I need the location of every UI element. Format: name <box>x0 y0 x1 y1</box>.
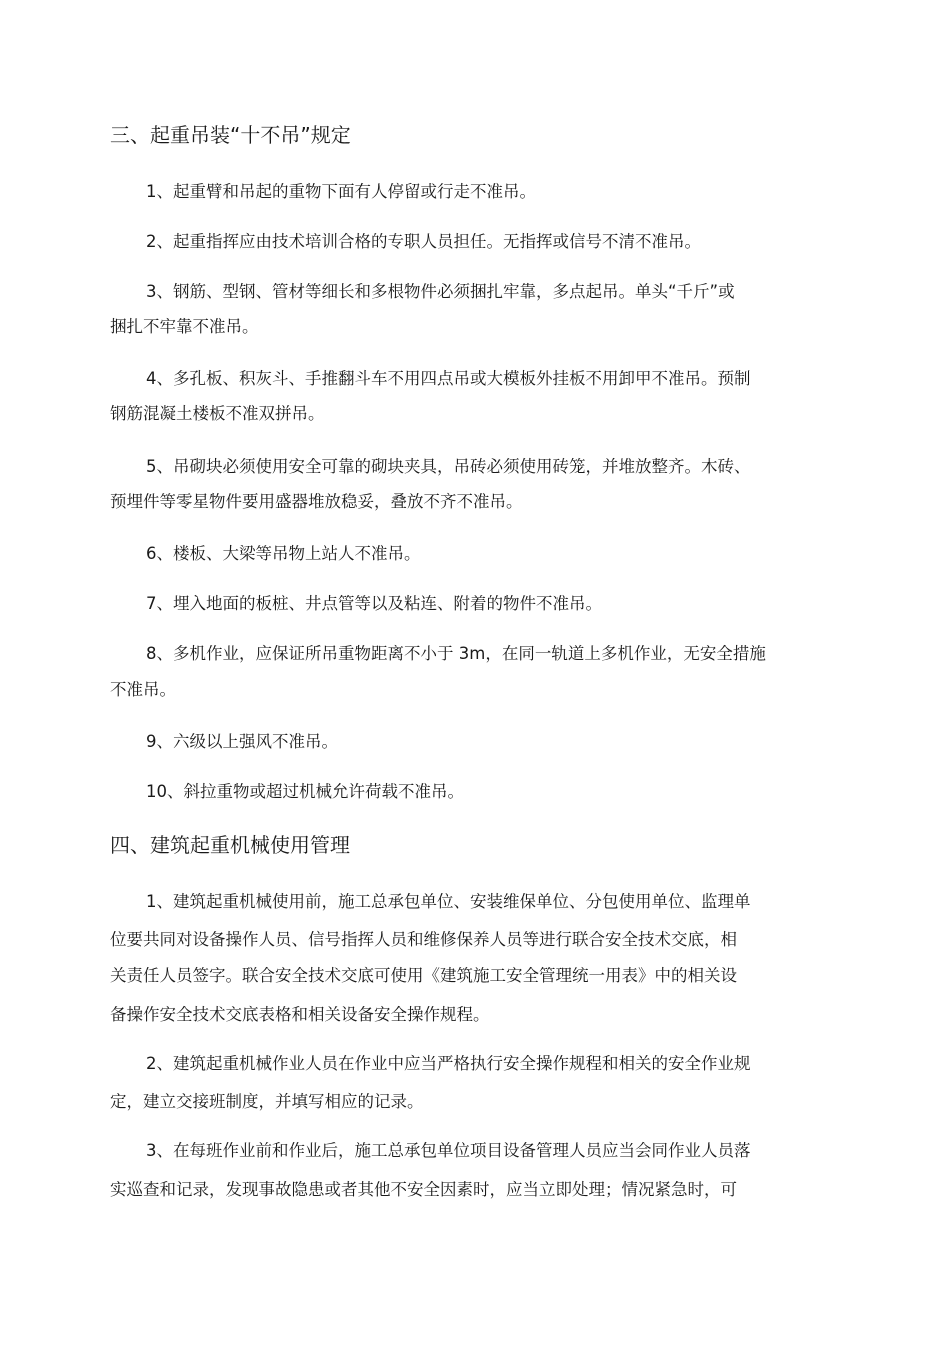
s4-item-3: 3、在每班作业前和作业后，施工总承包单位项目设备管理人员应当会同作业人员落 <box>146 1141 751 1160</box>
s3-item-8-cont: 不准吊。 <box>110 680 176 699</box>
s3-item-4-cont: 钢筋混凝土楼板不准双拼吊。 <box>110 404 325 423</box>
s4-item-3-cont: 实巡查和记录，发现事故隐患或者其他不安全因素时，应当立即处理；情况紧急时，可 <box>110 1180 737 1199</box>
s3-item-5: 5、吊砌块必须使用安全可靠的砌块夹具，吊砖必须使用砖笼，并堆放整齐。木砖、 <box>146 457 751 476</box>
s3-item-7: 7、埋入地面的板桩、井点管等以及粘连、附着的物件不准吊。 <box>146 594 602 613</box>
s3-item-3-cont: 捆扎不牢靠不准吊。 <box>110 317 259 336</box>
s3-item-8: 8、多机作业，应保证所吊重物距离不小于 3m，在同一轨道上多机作业，无安全措施 <box>146 644 766 663</box>
s3-item-2: 2、起重指挥应由技术培训合格的专职人员担任。无指挥或信号不清不准吊。 <box>146 232 701 251</box>
s3-item-10: 10、斜拉重物或超过机械允许荷载不准吊。 <box>146 782 464 801</box>
s3-item-9: 9、六级以上强风不准吊。 <box>146 732 338 751</box>
s4-item-1-cont-3: 备操作安全技术交底表格和相关设备安全操作规程。 <box>110 1005 490 1024</box>
s4-item-1: 1、建筑起重机械使用前，施工总承包单位、安装维保单位、分包使用单位、监理单 <box>146 892 751 911</box>
s4-item-2: 2、建筑起重机械作业人员在作业中应当严格执行安全操作规程和相关的安全作业规 <box>146 1054 751 1073</box>
s3-item-1: 1、起重臂和吊起的重物下面有人停留或行走不准吊。 <box>146 182 536 201</box>
s3-item-5-cont: 预埋件等零星物件要用盛器堆放稳妥，叠放不齐不准吊。 <box>110 492 523 511</box>
section-3-heading: 三、起重吊装“十不吊”规定 <box>110 123 351 147</box>
s4-item-1-cont-1: 位要共同对设备操作人员、信号指挥人员和维修保养人员等进行联合安全技术交底，相 <box>110 930 737 949</box>
s4-item-2-cont: 定，建立交接班制度，并填写相应的记录。 <box>110 1092 424 1111</box>
section-4-heading: 四、建筑起重机械使用管理 <box>110 833 350 857</box>
s4-item-1-cont-2: 关责任人员签字。联合安全技术交底可使用《建筑施工安全管理统一用表》中的相关设 <box>110 966 737 985</box>
s3-item-3: 3、钢筋、型钢、管材等细长和多根物件必须捆扎牢靠，多点起吊。单头“千斤”或 <box>146 282 735 301</box>
s3-item-4: 4、多孔板、积灰斗、手推翻斗车不用四点吊或大模板外挂板不用卸甲不准吊。预制 <box>146 369 751 388</box>
s3-item-6: 6、楼板、大梁等吊物上站人不准吊。 <box>146 544 421 563</box>
